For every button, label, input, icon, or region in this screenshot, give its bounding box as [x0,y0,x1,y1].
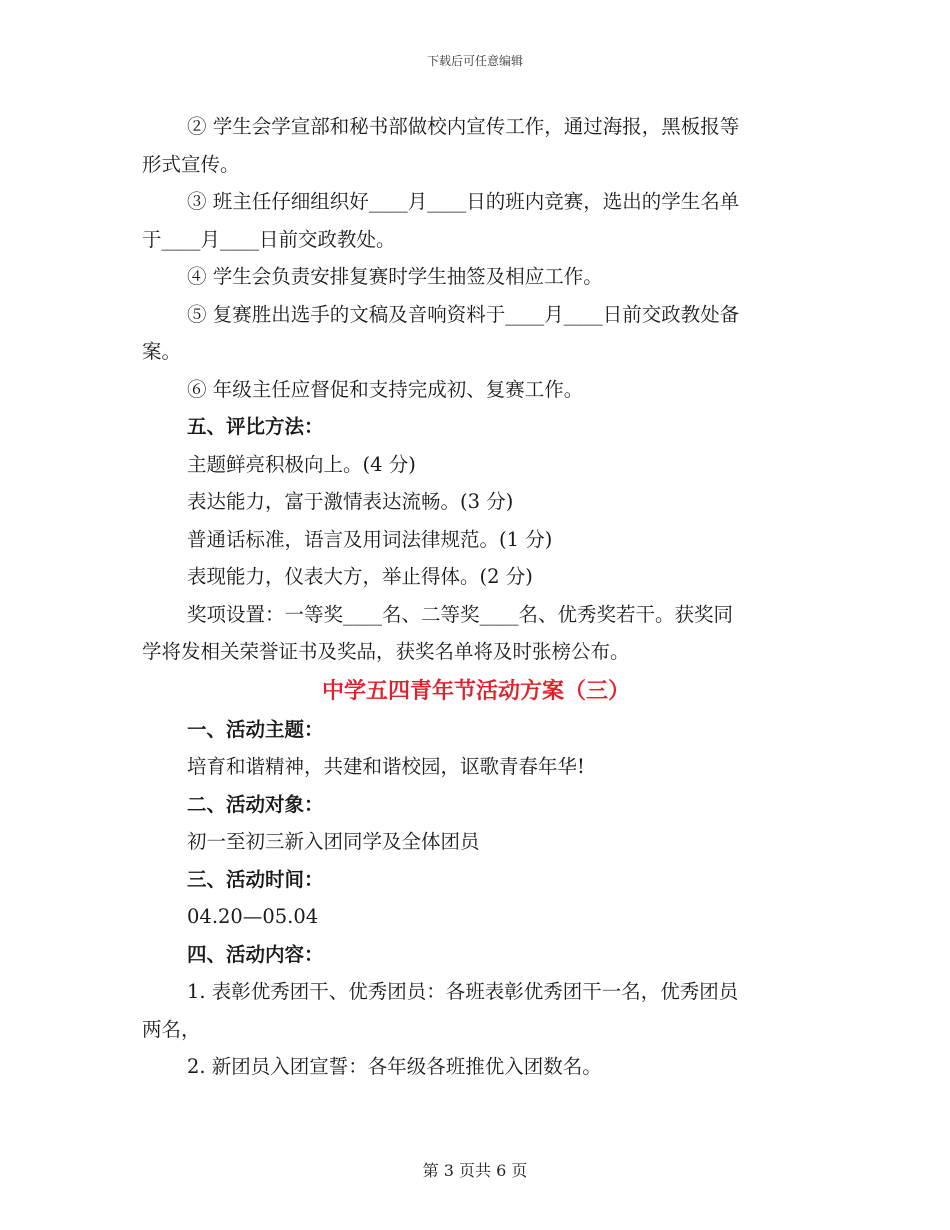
paragraph-line: 主题鲜亮积极向上。(4 分) [187,452,416,476]
section-heading: 三、活动时间： [187,867,324,891]
section-heading: 一、活动主题： [187,717,324,741]
paragraph-line: 两名， [142,1017,201,1041]
paragraph-line: 学将发相关荣誉证书及奖品，获奖名单将及时张榜公布。 [142,640,630,663]
paragraph-line: 形式宣传。 [142,152,240,176]
page-footer: 第 3 页共 6 页 [422,1161,528,1180]
paragraph-line: 普通话标准，语言及用词法律规范。(1 分) [187,527,553,551]
paragraph-line: ④ 学生会负责安排复赛时学生抽签及相应工作。 [187,265,603,288]
document-body [142,108,802,1086]
paragraph-line: 初一至初三新入团同学及全体团员 [187,830,480,853]
paragraph-line: ⑤ 复赛胜出选手的文稿及音响资料于____月____日前交政教处备 [187,302,740,326]
section-heading: 二、活动对象： [187,792,324,816]
paragraph-line: 表现能力，仪表大方，举止得体。(2 分) [187,565,533,588]
paragraph-line: 奖项设置：一等奖____名、二等奖____名、优秀奖若干。获奖同 [187,602,734,626]
paragraph-line: ⑥ 年级主任应督促和支持完成初、复赛工作。 [187,377,584,401]
paragraph-line: 2. 新团员入团宣誓：各年级各班推优入团数名。 [187,1055,602,1078]
paragraph-line: ② 学生会学宣部和秘书部做校内宣传工作，通过海报，黑板报等 [187,115,740,138]
paragraph-line: 04.20—05.04 [187,905,319,928]
paragraph-line: 案。 [142,340,182,363]
paragraph-line: 于____月____日前交政教处。 [142,227,396,251]
section-heading: 四、活动内容： [187,942,324,966]
document-title: 中学五四青年节活动方案（三） [321,677,630,704]
paragraph-line: ③ 班主任仔细组织好____月____日的班内竞赛，选出的学生名单 [187,190,740,213]
paragraph-line: 1. 表彰优秀团干、优秀团员：各班表彰优秀团干一名，优秀团员 [187,980,739,1003]
paragraph-line: 培育和谐精神，共建和谐校园，讴歌青春年华! [187,755,585,778]
page-header: 下载后可任意编辑 [426,54,523,68]
paragraph-line: 表达能力，富于激情表达流畅。(3 分) [187,490,514,513]
section-heading: 五、评比方法： [187,415,324,438]
